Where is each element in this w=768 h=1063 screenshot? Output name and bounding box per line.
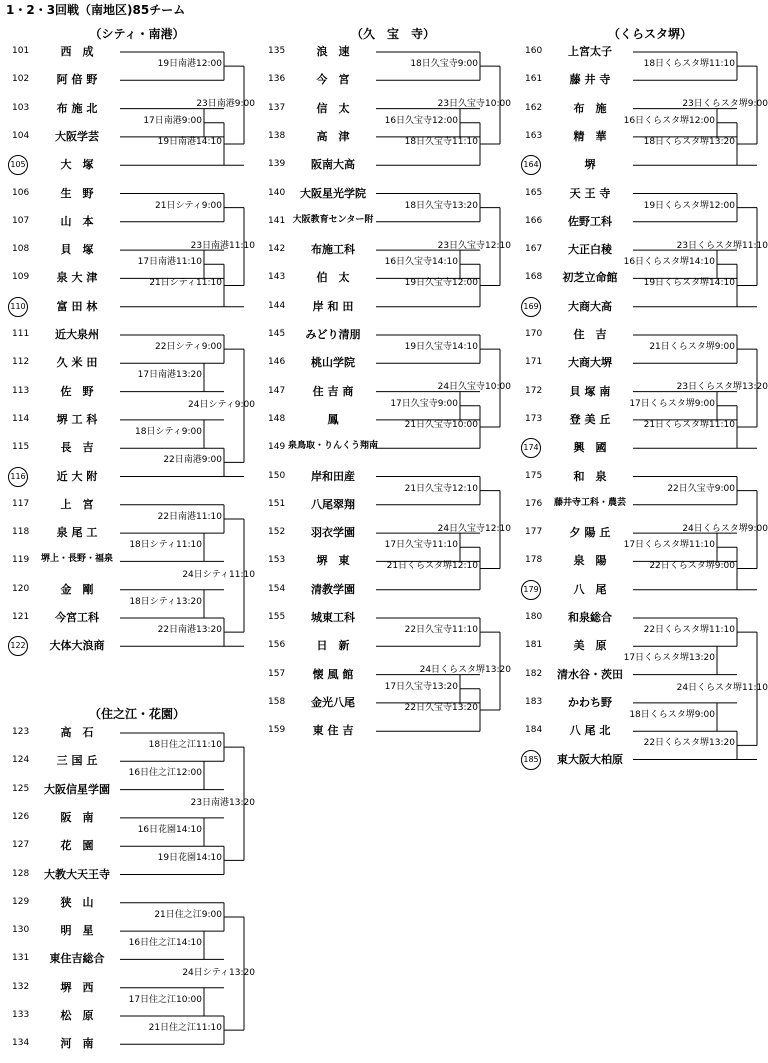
final-schedule: 24日くらスタ堺11:10 (676, 682, 768, 693)
game-schedule: 17日住之江10:00 (128, 994, 202, 1005)
final-schedule: 24日くらスタ堺13:20 (419, 665, 511, 676)
game-schedule: 16日くらスタ堺12:00 (623, 115, 715, 126)
final-schedule: 24日くらスタ堺9:00 (682, 523, 768, 534)
team-number: 166 (525, 215, 543, 226)
team-number: 159 (268, 725, 286, 736)
team-name: 浪 速 (316, 45, 350, 58)
game-schedule: 22日くらスタ堺11:10 (643, 625, 735, 636)
final-schedule: 23日くらスタ堺9:00 (682, 99, 768, 110)
team-name: 和 泉 (573, 469, 607, 483)
team-number: 140 (268, 187, 286, 198)
seed-number: 164 (521, 155, 541, 175)
team-number: 106 (12, 187, 30, 198)
team-name: 大阪星光学院 (300, 186, 366, 200)
team-name: 城東工科 (311, 611, 355, 624)
team-number: 103 (12, 102, 30, 113)
game-schedule: 18日住之江11:10 (148, 740, 222, 751)
section-label: （シティ・南港） (89, 27, 185, 41)
final-schedule: 23日南港13:20 (190, 797, 255, 808)
team-number: 141 (268, 215, 286, 226)
team-number: 182 (525, 668, 543, 679)
team-name: 桃山学院 (311, 356, 355, 370)
team-name: 堺上・長野・福泉 (40, 554, 114, 565)
game-schedule: 17日南港11:10 (137, 257, 202, 268)
game-schedule: 16日花園14:10 (137, 825, 202, 836)
team-name: 和泉総合 (568, 611, 612, 624)
team-name: 住 吉 (573, 328, 607, 341)
team-number: 167 (525, 244, 543, 255)
team-name: 藤 井 寺 (569, 73, 611, 87)
team-number: 183 (525, 696, 543, 707)
team-name: 狭 山 (60, 895, 94, 909)
team-name: 藤井寺工科・農芸 (553, 497, 627, 508)
team-name: 住 吉 商 (312, 384, 354, 398)
final-schedule: 23日くらスタ堺11:10 (676, 240, 768, 251)
team-name: 今 宮 (316, 73, 350, 87)
team-name: 三 国 丘 (56, 754, 98, 768)
team-number: 113 (12, 385, 30, 396)
team-number: 101 (12, 46, 30, 56)
team-number: 109 (12, 272, 30, 283)
team-name: 金光八尾 (311, 695, 355, 709)
team-number: 144 (268, 300, 286, 311)
team-name: 布施工科 (311, 243, 355, 257)
game-schedule: 16日くらスタ堺14:10 (623, 257, 715, 268)
team-number: 127 (12, 840, 30, 851)
game-schedule: 18日シティ9:00 (135, 427, 202, 438)
team-name: 美 原 (573, 639, 607, 653)
team-number: 102 (12, 74, 30, 85)
game-schedule: 22日シティ9:00 (155, 342, 222, 353)
team-name: 興 國 (573, 441, 607, 455)
team-name: 八 尾 北 (569, 724, 611, 738)
team-name: 西 成 (60, 45, 94, 58)
seed-number: 116 (8, 467, 28, 487)
team-number: 130 (12, 925, 30, 936)
team-number: 177 (525, 527, 543, 538)
team-number: 111 (12, 329, 30, 339)
team-name: 布 施 北 (56, 101, 98, 115)
team-number: 163 (525, 130, 543, 141)
team-number: 119 (12, 555, 30, 566)
team-number: 131 (12, 953, 30, 964)
team-name: 伯 太 (316, 271, 350, 285)
team-number: 184 (525, 725, 543, 736)
final-schedule: 23日くらスタ堺13:20 (676, 382, 768, 393)
team-number: 175 (525, 470, 543, 481)
game-schedule: 21日住之江11:10 (148, 1023, 222, 1034)
team-name: 泉 尾 工 (56, 526, 98, 540)
game-schedule: 18日くらスタ堺13:20 (643, 136, 735, 147)
game-schedule: 21日くらスタ堺11:10 (643, 419, 735, 430)
team-name: 山 本 (60, 214, 94, 228)
game-schedule: 21日久宝寺12:10 (404, 483, 478, 494)
team-number: 178 (525, 555, 543, 566)
final-schedule: 24日シティ13:20 (182, 967, 255, 978)
team-name: 近 大 附 (56, 469, 98, 483)
game-schedule: 17日南港13:20 (137, 370, 202, 381)
team-name: 泉鳥取・りんくう翔南 (287, 441, 379, 452)
team-number: 138 (268, 130, 286, 141)
team-name: 大教大天王寺 (44, 867, 110, 881)
game-schedule: 21日くらスタ堺12:10 (386, 561, 478, 572)
game-schedule: 19日くらスタ堺12:00 (643, 200, 735, 211)
team-number: 123 (12, 727, 30, 737)
game-schedule: 16日久宝寺12:00 (384, 115, 458, 126)
team-number: 145 (268, 329, 286, 339)
game-schedule: 21日シティ11:10 (149, 278, 222, 289)
team-number: 129 (12, 896, 30, 907)
team-name: 清教学園 (311, 582, 355, 596)
team-number: 108 (12, 244, 30, 255)
game-schedule: 21日住之江9:00 (154, 909, 222, 920)
game-schedule: 16日住之江14:10 (128, 938, 202, 949)
team-name: 岸和田産 (311, 469, 355, 483)
section-label: （くらスタ堺） (607, 27, 693, 41)
game-schedule: 19日南港12:00 (157, 59, 222, 70)
game-schedule: 19日南港14:10 (157, 136, 222, 147)
team-number: 162 (525, 102, 543, 113)
team-name: 高 石 (60, 726, 94, 739)
team-name: 登 美 丘 (569, 412, 611, 426)
team-number: 143 (268, 272, 286, 283)
final-schedule: 24日シティ11:10 (182, 569, 255, 580)
final-schedule: 23日南港9:00 (196, 99, 255, 110)
team-number: 150 (268, 470, 286, 481)
team-name: 堺 東 (316, 554, 350, 568)
team-number: 172 (525, 385, 543, 396)
seed-number: 185 (521, 750, 541, 770)
final-schedule: 23日久宝寺12:10 (437, 240, 511, 251)
team-name: 近大泉州 (55, 328, 99, 341)
team-number: 160 (525, 46, 543, 56)
team-name: 清水谷・茨田 (557, 667, 623, 681)
team-name: 鳳 (327, 412, 339, 426)
team-name: 東大阪大柏原 (557, 752, 623, 766)
team-name: 長 吉 (60, 441, 94, 455)
game-schedule: 18日シティ13:20 (129, 596, 202, 607)
team-number: 154 (268, 583, 286, 594)
game-schedule: 21日くらスタ堺9:00 (649, 342, 735, 353)
team-number: 155 (268, 612, 286, 622)
game-schedule: 18日シティ11:10 (129, 540, 202, 551)
game-schedule: 21日シティ9:00 (155, 200, 222, 211)
team-name: 貝 塚 南 (569, 384, 611, 398)
team-number: 120 (12, 583, 30, 594)
team-name: 布 施 (573, 101, 607, 115)
team-name: 大阪信星学園 (44, 782, 110, 796)
team-name: 久 米 田 (56, 356, 98, 370)
team-number: 117 (12, 498, 30, 509)
team-number: 126 (12, 811, 30, 822)
team-number: 165 (525, 187, 543, 198)
team-number: 128 (12, 868, 30, 879)
team-name: 大阪教育センター附 (292, 214, 374, 225)
game-schedule: 22日南港11:10 (157, 511, 222, 522)
team-number: 152 (268, 527, 286, 538)
team-name: 八尾翠翔 (311, 497, 355, 511)
seed-number: 179 (521, 580, 541, 600)
final-schedule: 24日久宝寺12:10 (437, 523, 511, 534)
game-schedule: 19日久宝寺14:10 (404, 342, 478, 353)
team-name: 堺 工 科 (56, 412, 98, 426)
team-number: 142 (268, 244, 286, 255)
final-schedule: 23日南港11:10 (190, 240, 255, 251)
game-schedule: 19日久宝寺12:00 (404, 278, 478, 289)
game-schedule: 22日南港9:00 (163, 455, 222, 466)
team-name: 懐 風 館 (312, 667, 354, 681)
team-number: 157 (268, 668, 286, 679)
team-number: 115 (12, 442, 30, 453)
seed-number: 122 (8, 636, 28, 656)
team-name: 大阪学芸 (55, 129, 99, 143)
seed-number: 174 (521, 438, 541, 458)
team-name: 河 南 (60, 1037, 94, 1051)
team-name: みどり清朋 (305, 328, 361, 341)
game-schedule: 17日久宝寺9:00 (390, 398, 458, 409)
team-name: 岸 和 田 (312, 299, 354, 313)
game-schedule: 18日久宝寺11:10 (404, 136, 478, 147)
section-label: （住之江・花園） (88, 707, 186, 721)
team-name: 金 剛 (60, 582, 94, 596)
section-label: （久 宝 寺） (350, 27, 436, 41)
team-number: 118 (12, 527, 30, 538)
game-schedule: 22日くらスタ堺9:00 (649, 561, 735, 572)
team-number: 148 (268, 413, 286, 424)
team-name: 大 塚 (60, 158, 94, 172)
team-name: 大体大浪商 (49, 639, 105, 653)
game-schedule: 17日南港9:00 (143, 115, 202, 126)
team-name: 松 原 (60, 1009, 94, 1022)
team-name: かわち野 (568, 695, 612, 709)
team-name: 羽衣学園 (311, 526, 355, 540)
team-number: 135 (268, 46, 286, 56)
team-number: 181 (525, 640, 543, 651)
game-schedule: 17日久宝寺11:10 (384, 540, 458, 551)
team-number: 147 (268, 385, 286, 396)
team-name: 上 宮 (60, 497, 94, 511)
team-number: 161 (525, 74, 543, 85)
team-number: 137 (268, 102, 286, 113)
final-schedule: 24日久宝寺10:00 (437, 382, 511, 393)
team-name: 泉 大 津 (56, 271, 98, 285)
final-schedule: 23日久宝寺10:00 (437, 99, 511, 110)
team-number: 149 (268, 442, 286, 453)
game-schedule: 22日久宝寺11:10 (404, 625, 478, 636)
team-name: 泉 陽 (573, 554, 607, 568)
game-schedule: 22日くらスタ堺13:20 (643, 738, 735, 749)
game-schedule: 16日住之江12:00 (128, 768, 202, 779)
team-number: 151 (268, 498, 286, 509)
team-number: 133 (12, 1010, 30, 1020)
team-number: 171 (525, 357, 543, 368)
team-name: 貝 塚 (60, 243, 94, 257)
team-name: 堺 西 (60, 980, 94, 994)
team-number: 170 (525, 329, 543, 339)
team-name: 佐野工科 (568, 214, 612, 228)
team-number: 125 (12, 783, 30, 794)
team-name: 佐 野 (60, 384, 94, 398)
game-schedule: 19日くらスタ堺14:10 (643, 278, 735, 289)
team-name: 明 星 (60, 924, 94, 938)
game-schedule: 17日くらスタ堺9:00 (629, 398, 715, 409)
team-name: 初芝立命館 (562, 271, 618, 285)
team-number: 112 (12, 357, 30, 368)
game-schedule: 21日久宝寺10:00 (404, 419, 478, 430)
team-name: 精 華 (573, 129, 607, 143)
team-number: 180 (525, 612, 543, 622)
team-number: 134 (12, 1038, 30, 1049)
team-number: 139 (268, 159, 286, 170)
game-schedule: 16日久宝寺14:10 (384, 257, 458, 268)
team-name: 大商大高 (568, 299, 612, 313)
team-number: 153 (268, 555, 286, 566)
team-name: 大商大堺 (568, 356, 612, 370)
final-schedule: 24日シティ9:00 (188, 399, 255, 410)
team-number: 173 (525, 413, 543, 424)
game-schedule: 17日くらスタ堺13:20 (623, 653, 715, 664)
team-number: 136 (268, 74, 286, 85)
game-schedule: 22日南港13:20 (157, 625, 222, 636)
team-name: 天 王 寺 (569, 186, 611, 200)
team-name: 富 田 林 (56, 299, 98, 313)
seed-number: 110 (8, 297, 28, 317)
team-name: 阪 南 (60, 810, 94, 824)
team-name: 東住吉総合 (49, 952, 105, 966)
game-schedule: 18日久宝寺9:00 (410, 59, 478, 70)
team-name: 東 住 吉 (312, 724, 354, 738)
team-number: 146 (268, 357, 286, 368)
team-name: 夕 陽 丘 (569, 526, 611, 540)
game-schedule: 18日くらスタ堺9:00 (629, 710, 715, 721)
team-name: 上宮太子 (568, 45, 612, 58)
game-schedule: 19日花園14:10 (157, 853, 222, 864)
seed-number: 169 (521, 297, 541, 317)
seed-number: 105 (8, 155, 28, 175)
team-number: 107 (12, 215, 30, 226)
team-name: 大正白稜 (568, 243, 612, 257)
team-number: 158 (268, 696, 286, 707)
team-number: 114 (12, 413, 30, 424)
game-schedule: 22日久宝寺13:20 (404, 702, 478, 713)
game-schedule: 22日久宝寺9:00 (667, 483, 735, 494)
team-name: 高 津 (316, 129, 350, 143)
game-schedule: 17日くらスタ堺11:10 (623, 540, 715, 551)
team-name: 堺 (584, 158, 596, 172)
team-name: 阪南大高 (311, 158, 355, 172)
team-number: 156 (268, 640, 286, 651)
team-name: 日 新 (316, 639, 350, 653)
team-name: 花 園 (60, 839, 94, 853)
team-number: 124 (12, 755, 30, 766)
game-schedule: 18日久宝寺13:20 (404, 200, 478, 211)
team-number: 168 (525, 272, 543, 283)
team-name: 八 尾 (573, 582, 607, 596)
team-name: 今宮工科 (55, 611, 99, 624)
team-number: 176 (525, 498, 543, 509)
team-number: 132 (12, 981, 30, 992)
game-schedule: 17日久宝寺13:20 (384, 681, 458, 692)
team-name: 阿 倍 野 (56, 73, 98, 87)
team-name: 生 野 (60, 186, 94, 200)
game-schedule: 18日くらスタ堺11:10 (643, 59, 735, 70)
team-number: 121 (12, 612, 30, 622)
team-name: 信 太 (316, 101, 350, 115)
team-number: 104 (12, 130, 30, 141)
page-title: 1・2・3回戦（南地区)85チーム (6, 3, 186, 17)
